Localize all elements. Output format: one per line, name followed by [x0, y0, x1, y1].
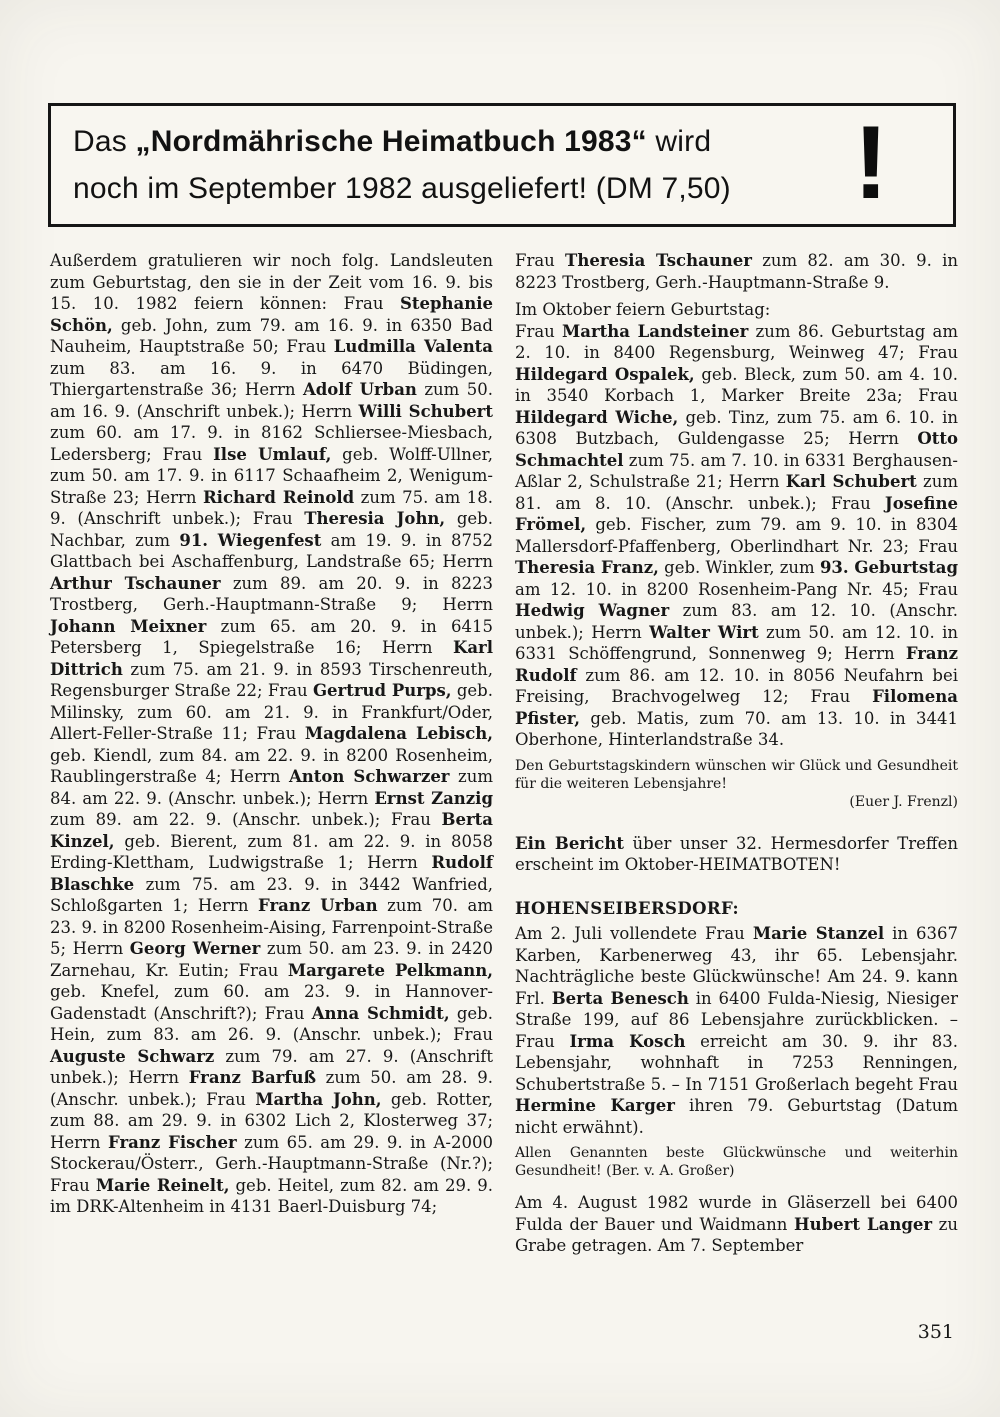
text-columns: [50, 250, 958, 1257]
announcement-line-2: noch im September 1982 ausgeliefert! (DM 7,50): [73, 172, 731, 205]
announcement-line-1: Das „Nordmährische Heimatbuch 1983“ wird: [73, 125, 712, 158]
paragraph: HOHENSEIBERSDORF:: [515, 898, 739, 918]
paragraph: Den Geburtstagskindern wünschen wir Glück und Gesundheit für die weiteren Lebensjahre!: [515, 757, 958, 792]
paragraph: Am 4. August 1982 wurde in Gläserzell bei 6400 Fulda der Bauer und Waidmann Hubert Langer zu Grabe getragen. Am 7. September: [515, 1193, 958, 1255]
paragraph: Außerdem gratulieren wir noch folg. Landsleuten zum Geburtstag, den sie in der Zeit vom 16. 9. bis 15. 10. 1982 feiern können: Frau Stephanie Schön, geb. John, zum 79. am 16. 9. in 6350 Bad Nauheim, Hauptstraße 50; Frau Ludmilla Valenta zum 83. am 16. 9. in 6470 Büdingen, Thiergartenstraße 36; Herrn Adolf Urban zum 50. am 16. 9. (Anschrift unbek.); Herrn Willi Schubert zum 60. am 17. 9. in 8162 Schliersee-Miesbach, Ledersberg; Frau Ilse Umlauf, geb. Wolff-Ullner, zum 50. am 17. 9. in 6117 Schaafheim 2, Wenigum-Straße 23; Herrn Richard Reinold zum 75. am 18. 9. (Anschrift unbek.); Frau Theresia John, geb. Nachbar, zum 91. Wiegenfest am 19. 9. in 8752 Glattbach bei Aschaffenburg, Landstraße 65; Herrn Arthur Tschauner zum 89. am 20. 9. in 8223 Trostberg, Gerh.-Hauptmann-Straße 9; Herrn Johann Meixner zum 65. am 20. 9. in 6415 Petersberg 1, Spiegelstraße 16; Herrn Karl Dittrich zum 75. am 21. 9. in 8593 Tirschenreuth, Regensburger Straße 22; Frau Gertrud Purps, geb. Milinsky, zum 60. am 21. 9. in Frankfurt/Oder, Allert-Feller-Straße 11; Frau Magdalena Lebisch, geb. Kiendl, zum 84. am 22. 9. in 8200 Rosenheim, Raublingerstraße 4; Herrn Anton Schwarzer zum 84. am 22. 9. (Anschr. unbek.); Herrn Ernst Zanzig zum 89. am 22. 9. (Anschr. unbek.); Frau Berta Kinzel, geb. Bierent, zum 81. am 22. 9. in 8058 Erding-Klettham, Ludwigstraße 1; Herrn Rudolf Blaschke zum 75. am 23. 9. in 3442 Wanfried, Schloßgarten 1; Herrn Franz Urban zum 70. am 23. 9. in 8200 Rosenheim-Aising, Farrenpoint-Straße 5; Herrn Georg Werner zum 50. am 23. 9. in 2420 Zarnehau, Kr. Eutin; Frau Margarete Pelkmann, geb. Knefel, zum 60. am 23. 9. in Hannover-Gadenstadt (Anschrift?); Frau Anna Schmidt, geb. Hein, zum 83. am 26. 9. (Anschr. unbek.); Frau Auguste Schwarz zum 79. am 27. 9. (Anschrift unbek.); Herrn Franz Barfuß zum 50. am 28. 9. (Anschr. unbek.); Frau Martha John, geb. Rotter, zum 88. am 29. 9. in 6302 Lich 2, Klosterweg 37; Herrn Franz Fischer zum 65. am 29. 9. in A-2000 Stockerau/Österr., Gerh.-Hauptmann-Straße (Nr.?); Frau Marie Reinelt, geb. Heitel, zum 82. am 29. 9. im DRK-Altenheim in 4131 Baerl-Duisburg 74;: [50, 251, 494, 1216]
exclamation-mark-icon: !: [853, 105, 889, 221]
paragraph: Im Oktober feiern Geburtstag:: [515, 300, 771, 319]
left-column: [50, 250, 493, 1257]
announcement-text: [73, 118, 811, 212]
paragraph: Allen Genannten beste Glückwünsche und weiterhin Gesundheit! (Ber. v. A. Großer): [515, 1145, 958, 1179]
page-number: 351: [917, 1321, 954, 1343]
announcement-box: [48, 103, 956, 227]
paragraph: Ein Bericht über unser 32. Hermesdorfer Treffen erscheint im Oktober-HEIMATBOTEN!: [515, 833, 959, 874]
paragraph: Am 2. Juli vollendete Frau Marie Stanzel in 6367 Karben, Karbenerweg 43, ihr 65. Lebensjahr. Nachträgliche beste Glückwünsche! Am 24. 9. kann Frl. Berta Benesch in 6400 Fulda-Niesig, Niesiger Straße 199, auf 86 Lebensjahre zurückblicken. – Frau Irma Kosch erreicht am 30. 9. ihr 83. Lebensjahr, wohnhaft in 7253 Renningen, Schubertstraße 5. – In 7151 Großerlach begeht Frau Hermine Karger ihren 79. Geburtstag (Datum nicht erwähnt).: [515, 924, 959, 1137]
paragraph: Frau Martha Landsteiner zum 86. Geburtstag am 2. 10. in 8400 Regensburg, Weinweg 47; Frau Hildegard Ospalek, geb. Bleck, zum 50. am 4. 10. in 3540 Korbach 1, Marker Breite 23a; Frau Hildegard Wiche, geb. Tinz, zum 75. am 6. 10. in 6308 Butzbach, Guldengasse 25; Herrn Otto Schmachtel zum 75. am 7. 10. in 6331 Berghausen-Aßlar 2, Schulstraße 21; Herrn Karl Schubert zum 81. am 8. 10. (Anschr. unbek.); Frau Josefine Frömel, geb. Fischer, zum 79. am 9. 10. in 8304 Mallersdorf-Pfaffenberg, Oberlindhart Nr. 23; Frau Theresia Franz, geb. Winkler, zum 93. Geburtstag am 12. 10. in 8200 Rosenheim-Pang Nr. 45; Frau Hedwig Wagner zum 83. am 12. 10. (Anschr. unbek.); Herrn Walter Wirt zum 50. am 12. 10. in 6331 Schöffengrund, Sonnenweg 9; Herrn Franz Rudolf zum 86. am 12. 10. in 8056 Neufahrn bei Freising, Brachvogelweg 12; Frau Filomena Pfister, geb. Matis, zum 70. am 13. 10. in 3441 Oberhone, Hinterlandstraße 34.: [515, 321, 958, 749]
paragraph: (Euer J. Frenzl): [849, 793, 958, 810]
right-column: [515, 250, 958, 1257]
paragraph: Frau Theresia Tschauner zum 82. am 30. 9. in 8223 Trostberg, Gerh.-Hauptmann-Straße 9.: [515, 251, 959, 292]
